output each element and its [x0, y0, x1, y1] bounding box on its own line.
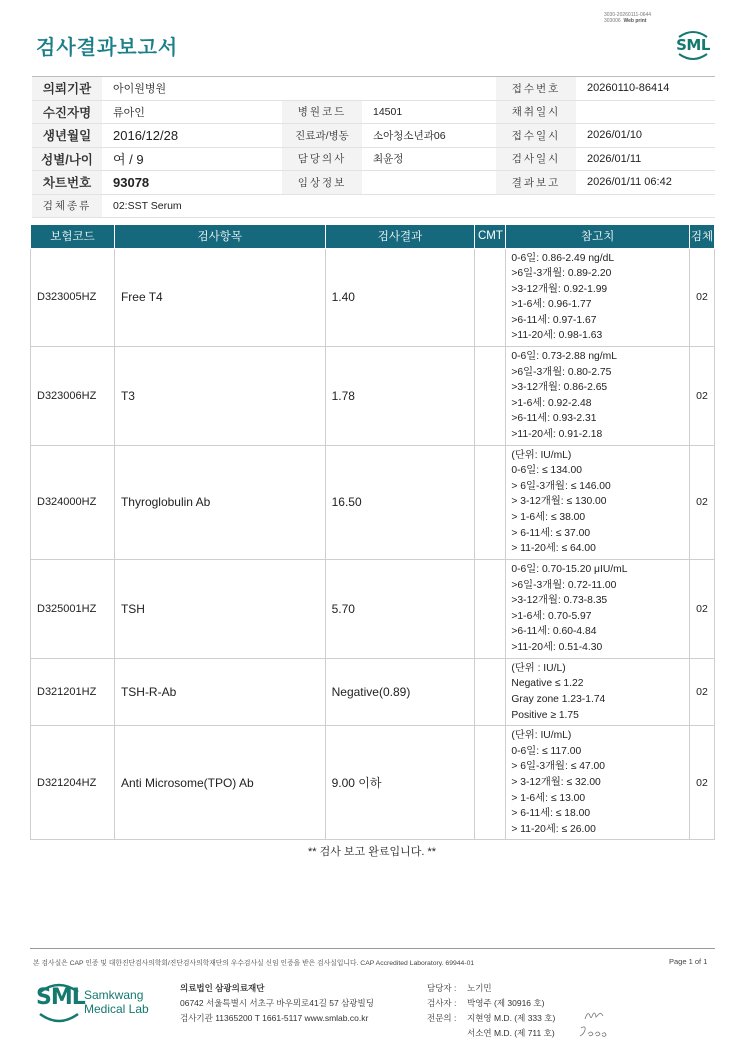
result-cell: 9.00 이하: [325, 726, 475, 840]
staff-label: 검사자 :: [427, 998, 457, 1008]
test-item-cell: TSH: [114, 559, 325, 658]
label-report-date: 결과보고: [496, 171, 576, 195]
insurance-code-cell: D323006HZ: [31, 347, 115, 446]
reference-line: >11-20세: 0.51-4.30: [511, 641, 603, 653]
reference-line: >6일-3개월: 0.80-2.75: [511, 366, 612, 378]
report-complete-text: ** 검사 보고 완료입니다. **: [307, 846, 437, 858]
reference-line: >1-6세: 0.92-2.48: [511, 397, 592, 409]
result-row: [31, 445, 715, 559]
reference-line: >6-11세: 0.93-2.31: [511, 413, 597, 425]
info-row: [32, 77, 715, 101]
page-number: Page 1 of 1: [669, 957, 708, 966]
staff-value: 노기민: [467, 983, 492, 993]
value-test-date: 2026/01/11: [576, 147, 715, 171]
result-cell: 1.40: [325, 248, 475, 347]
logo-top-text: SML: [676, 36, 710, 54]
value-department: 소아청소년과06: [362, 124, 496, 148]
header-result: 검사결과: [325, 225, 475, 248]
staff-label: 전문의 :: [427, 1013, 457, 1023]
result-row: [31, 726, 715, 840]
info-row: [32, 100, 715, 124]
value-report-date: 2026/01/11 06:42: [576, 171, 715, 195]
specimen-cell: 02: [690, 445, 715, 559]
header-cmt: CMT: [475, 225, 506, 248]
info-row: [32, 171, 715, 195]
patient-info-table: [32, 76, 715, 218]
value-birth-date: 2016/12/28: [102, 124, 282, 148]
header-test-item: 검사항목: [114, 225, 325, 248]
reference-line: (단위: IU/mL): [511, 730, 572, 742]
organization-info: [180, 981, 374, 1026]
org-name: 의료법인 삼광의료재단: [180, 983, 265, 993]
staff-value: 박영주 (제 30916 호): [467, 998, 545, 1008]
reference-line: 0-6일: 0.86-2.49 ng/dL: [511, 252, 615, 264]
reference-line: > 1-6세: ≤ 13.00: [511, 792, 586, 804]
logo-bottom-mark: SML: [36, 985, 85, 1010]
test-item-cell: T3: [114, 347, 325, 446]
staff-value: 서소연 M.D. (제 711 호): [467, 1028, 555, 1038]
reference-line: > 3-12개월: ≤ 130.00: [511, 496, 607, 508]
insurance-code-cell: D324000HZ: [31, 445, 115, 559]
signature-1: [583, 1008, 605, 1022]
org-address: 06742 서울특별시 서초구 바우뫼로41길 57 삼광빌딩: [180, 998, 374, 1008]
value-accession-no: 20260110-86414: [576, 77, 715, 101]
result-row: [31, 559, 715, 658]
reference-line: Negative ≤ 1.22: [511, 678, 584, 690]
reference-line: >3-12개월: 0.73-8.35: [511, 595, 608, 607]
reference-cell: [506, 658, 690, 725]
label-doctor: 담당의사: [282, 147, 362, 171]
value-collection-date: [576, 100, 715, 124]
cmt-cell: [475, 445, 506, 559]
specimen-cell: 02: [690, 347, 715, 446]
reference-line: > 3-12개월: ≤ 32.00: [511, 776, 601, 788]
result-cell: Negative(0.89): [325, 658, 475, 725]
label-specimen-type: 검체종류: [32, 194, 102, 218]
label-clinical-info: 임상정보: [282, 171, 362, 195]
reference-line: (단위: IU/mL): [511, 449, 572, 461]
reference-cell: [506, 559, 690, 658]
reference-cell: [506, 248, 690, 347]
reference-line: >6일-3개월: 0.89-2.20: [511, 268, 612, 280]
reference-line: >11-20세: 0.98-1.63: [511, 330, 603, 342]
label-client: 의뢰기관: [32, 77, 102, 101]
test-item-cell: Thyroglobulin Ab: [114, 445, 325, 559]
cmt-cell: [475, 726, 506, 840]
reference-line: >3-12개월: 0.92-1.99: [511, 283, 608, 295]
value-patient-name: 류아인: [102, 100, 282, 124]
print-meta: [604, 12, 651, 24]
reference-line: Positive ≥ 1.75: [511, 709, 579, 721]
label-patient-name: 수진자명: [32, 100, 102, 124]
label-test-date: 검사일시: [496, 147, 576, 171]
reference-line: > 6일-3개월: ≤ 47.00: [511, 761, 606, 773]
specimen-cell: 02: [690, 248, 715, 347]
reference-line: > 6일-3개월: ≤ 146.00: [511, 480, 611, 492]
reference-cell: [506, 347, 690, 446]
results-table: [30, 225, 715, 840]
cmt-cell: [475, 559, 506, 658]
cmt-cell: [475, 347, 506, 446]
reference-line: 0-6일: 0.70-15.20 μIU/mL: [511, 564, 628, 575]
header-specimen: 검체: [690, 225, 715, 248]
staff-value: 지현영 M.D. (제 333 호): [467, 1013, 556, 1023]
reference-line: >6일-3개월: 0.72-11.00: [511, 579, 617, 591]
result-cell: 1.78: [325, 347, 475, 446]
reference-line: 0-6일: ≤ 134.00: [511, 465, 582, 477]
label-chart-no: 차트번호: [32, 171, 102, 195]
reference-line: >6-11세: 0.60-4.84: [511, 626, 597, 638]
org-contact: 검사기관 11365200 T 1661-5117 www.smlab.co.kr: [180, 1013, 369, 1023]
label-department: 진료과/병동: [282, 124, 362, 148]
value-clinical-info: [362, 171, 496, 195]
value-specimen-type: 02:SST Serum: [102, 194, 715, 218]
header-insurance-code: 보험코드: [31, 225, 115, 248]
label-hospital-code: 병원코드: [282, 100, 362, 124]
value-received-date: 2026/01/10: [576, 124, 715, 148]
reference-line: > 11-20세: ≤ 26.00: [511, 823, 596, 835]
test-item-cell: Free T4: [114, 248, 325, 347]
reference-line: >1-6세: 0.96-1.77: [511, 299, 592, 311]
signature-2: [578, 1024, 608, 1040]
result-row: [31, 347, 715, 446]
reference-line: > 1-6세: ≤ 38.00: [511, 512, 586, 523]
logo-name-line2: Medical Lab: [84, 1002, 149, 1016]
info-row: [32, 147, 715, 171]
insurance-code-cell: D321204HZ: [31, 726, 115, 840]
info-row: [32, 124, 715, 148]
result-row: [31, 658, 715, 725]
print-meta-line1: 3030-20260111-0644: [604, 12, 652, 18]
reference-line: >6-11세: 0.97-1.67: [511, 314, 597, 326]
staff-info: [427, 981, 555, 1041]
web-print-label: Web print: [623, 18, 647, 24]
header-reference: 참고치: [506, 225, 690, 248]
value-doctor: 최윤정: [362, 147, 496, 171]
label-collection-date: 채취일시: [496, 100, 576, 124]
specimen-cell: 02: [690, 559, 715, 658]
result-row: [31, 248, 715, 347]
reference-line: 0-6일: ≤ 117.00: [511, 745, 582, 757]
reference-line: >3-12개월: 0.86-2.65: [511, 382, 608, 394]
insurance-code-cell: D321201HZ: [31, 658, 115, 725]
reference-line: > 6-11세: ≤ 18.00: [511, 808, 591, 820]
reference-line: 0-6일: 0.73-2.88 ng/mL: [511, 351, 617, 363]
sml-logo-bottom: [36, 980, 156, 1026]
cmt-cell: [475, 248, 506, 347]
certification-text: 본 검사실은 CAP 인증 및 대한진단검사의학회/진단검사의학재단의 우수검사실 신임 인증을 받은 검사실입니다. CAP Accredited Laboratory. 69944-01: [33, 960, 475, 967]
value-sex-age: 여 / 9: [102, 147, 282, 171]
label-sex-age: 성별/나이: [32, 147, 102, 171]
reference-line: Gray zone 1.23-1.74: [511, 693, 606, 705]
sml-logo-top: [673, 28, 713, 62]
reference-line: >11-20세: 0.91-2.18: [511, 429, 603, 441]
label-accession-no: 접수번호: [496, 77, 576, 101]
value-hospital-code: 14501: [362, 100, 496, 124]
reference-line: >1-6세: 0.70-5.97: [511, 610, 592, 622]
footer-divider: [30, 948, 715, 949]
logo-name-line1: Samkwang: [84, 988, 144, 1002]
reference-cell: [506, 726, 690, 840]
result-cell: 16.50: [325, 445, 475, 559]
value-client: 아이원병원: [102, 77, 496, 101]
reference-line: (단위 : IU/L): [511, 662, 566, 674]
staff-label: 담당자 :: [427, 983, 457, 993]
cmt-cell: [475, 658, 506, 725]
test-item-cell: TSH-R-Ab: [114, 658, 325, 725]
reference-line: > 11-20세: ≤ 64.00: [511, 543, 596, 555]
value-chart-no: 93078: [102, 171, 282, 195]
page-title: 검사결과보고서: [36, 37, 179, 59]
test-item-cell: Anti Microsome(TPO) Ab: [114, 726, 325, 840]
print-meta-line2: 303006: [604, 18, 621, 24]
label-birth-date: 생년월일: [32, 124, 102, 148]
staff-label: [427, 1026, 467, 1041]
reference-cell: [506, 445, 690, 559]
insurance-code-cell: D323005HZ: [31, 248, 115, 347]
result-cell: 5.70: [325, 559, 475, 658]
insurance-code-cell: D325001HZ: [31, 559, 115, 658]
info-row: [32, 194, 715, 218]
reference-line: > 6-11세: ≤ 37.00: [511, 527, 591, 539]
specimen-cell: 02: [690, 726, 715, 840]
specimen-cell: 02: [690, 658, 715, 725]
label-received-date: 접수일시: [496, 124, 576, 148]
